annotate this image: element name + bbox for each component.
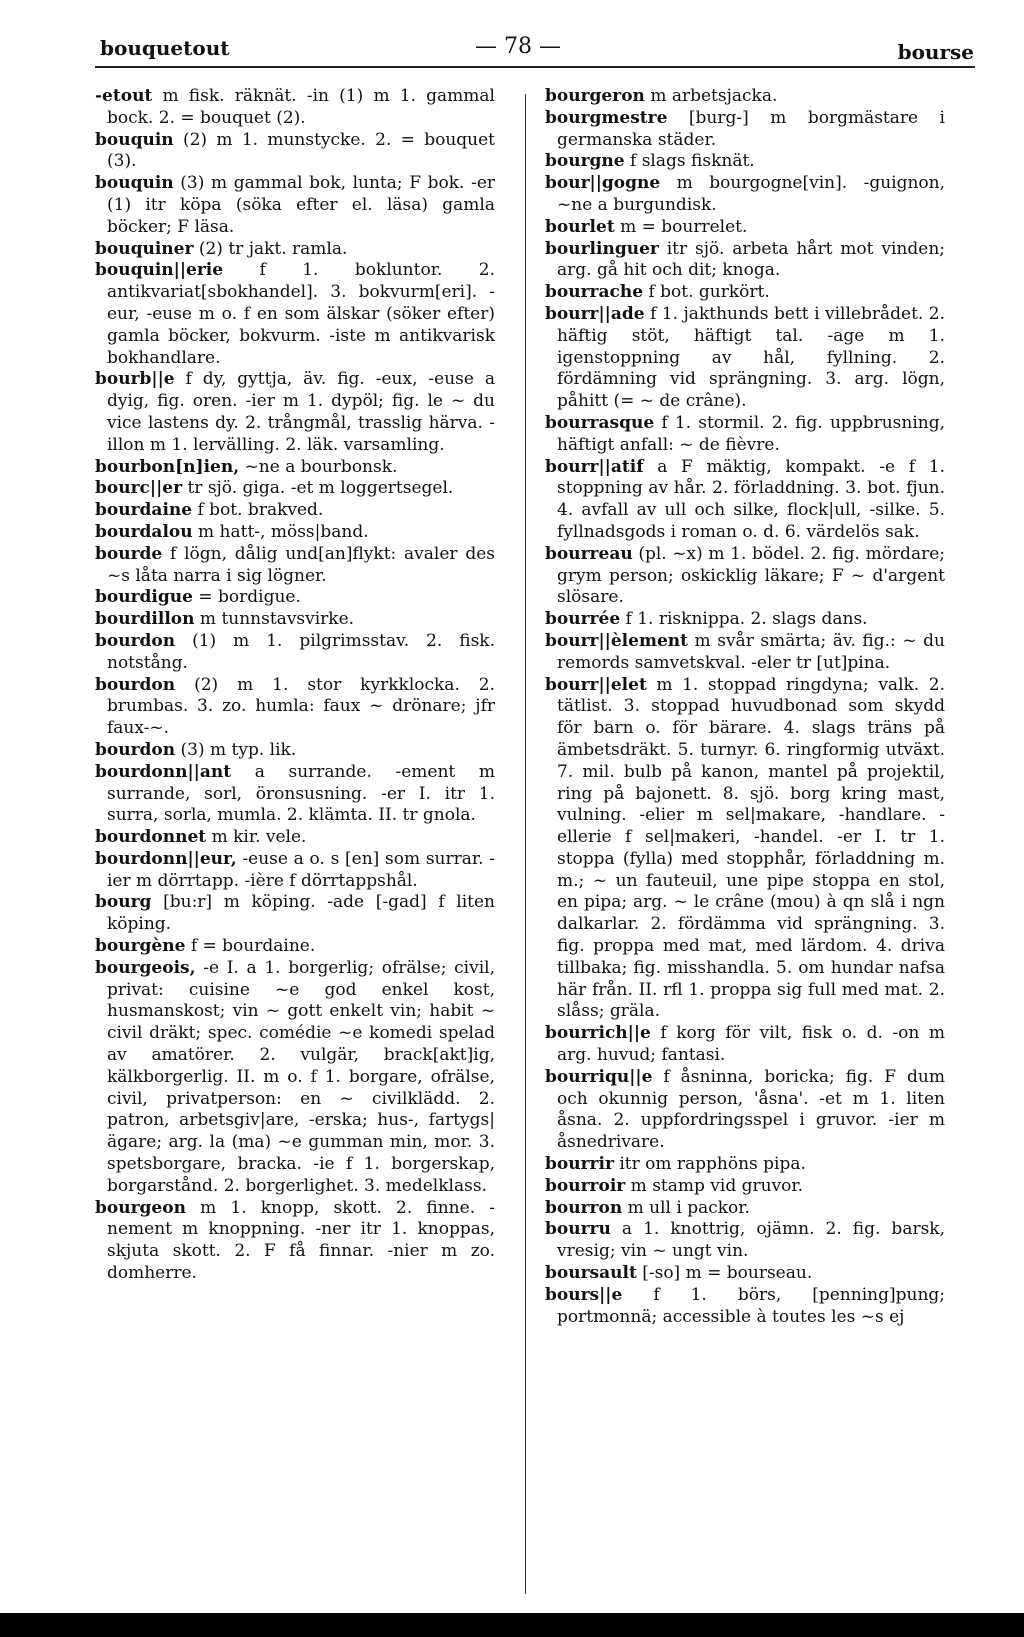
definition: m ull i packor. (627, 1197, 750, 1218)
dictionary-entry (545, 1154, 945, 1176)
headword: bourrich||e (545, 1023, 651, 1044)
definition: f bot. brakved. (197, 500, 324, 521)
headword: bourgeron (545, 86, 645, 106)
scan-edge (0, 1613, 1024, 1637)
dictionary-entry (545, 413, 945, 457)
headword: bourr||ade (545, 303, 645, 324)
definition: [burg-] m borgmästare i germanska städer. (557, 107, 945, 150)
dictionary-entry (545, 1219, 945, 1263)
dictionary-entry (545, 239, 945, 283)
definition: m 1. stoppad ringdyna; valk. 2. tätlist. 3. stoppad huvudbonad som skydd för barn o. för bärare. 4. slags träns på ämbetsdräkt. 5. turnyr. 6. ringformig utväxt. 7. mil. bulb på kanon, mantel på projektil, ring på bajonett. 8. sjö. borg kring mast, vulning. -elier m sel|makare, -handlare. -ellerie f sel|makeri, -handel. -er I. tr 1. stoppa (fylla) med stopphår, förladdning m. m.; ~ un fauteuil, une pipe stoppa en stol, en pipa; arg. ~ le crâne (mou) à qn slå i ngn dalkarlar. 2. fördämma vid sprängning. 3. fig. proppa med mat, med lärdom. 4. driva tillbaka; fig. misshandla. 5. om hundar nafsa här från. II. rfl 1. proppa sig full med mat. 2. slåss; gräla. (557, 674, 946, 1022)
definition: ~ne a bourbonsk. (244, 456, 398, 477)
headword: bourg (95, 892, 152, 913)
header-right-guideword: bourse (897, 40, 974, 64)
definition: (3) m typ. lik. (180, 739, 297, 760)
dictionary-entry (545, 1263, 945, 1285)
headword: bourgène (95, 936, 186, 957)
definition: -euse a o. s [en] som surrar. -ier m dörrtapp. -ière f dörrtappshål. (107, 848, 496, 891)
definition: m tunnstavsvirke. (199, 609, 355, 630)
right-column (545, 86, 945, 1328)
definition: m 1. knopp, skott. 2. finne. -nement m knoppning. -ner itr 1. knoppas, skjuta skott. 2. F få finnar. -nier m zo. domherre. (107, 1197, 495, 1284)
dictionary-entry (545, 609, 945, 631)
headword: bourgeon (95, 1197, 186, 1218)
dictionary-entry (545, 217, 945, 239)
headword: bourdonn||eur, (95, 848, 237, 869)
dictionary-entry (95, 675, 495, 740)
definition: m = bourrelet. (620, 216, 748, 237)
headword: bouquin (95, 129, 174, 150)
dictionary-entry (95, 849, 495, 893)
definition: a surrande. -ement m surrande, sorl, öronsusning. -er I. itr 1. surra, sorla, mumla. 2. klämta. II. tr gnola. (107, 761, 496, 826)
dictionary-entry (95, 936, 495, 958)
headword: bourr||èlement (545, 630, 688, 651)
headword: bourdaine (95, 500, 193, 521)
dictionary-entry (545, 86, 945, 108)
dictionary-entry (545, 108, 945, 152)
headword: bourrée (545, 609, 621, 630)
dictionary-entry (545, 304, 945, 413)
dictionary-entry (95, 260, 495, 369)
dictionary-entry (95, 457, 495, 479)
headword: bourdillon (95, 609, 195, 630)
dictionary-entry (95, 631, 495, 675)
dictionary-entry (95, 478, 495, 500)
definition: f slags fisknät. (630, 151, 755, 172)
left-column (95, 86, 495, 1285)
definition: f korg för vilt, fisk o. d. -on m arg. huvud; fantasi. (557, 1023, 945, 1066)
definition: m hatt-, möss|band. (198, 521, 369, 542)
definition: f 1. risknippa. 2. slags dans. (625, 609, 868, 630)
definition: a 1. knottrig, ojämn. 2. fig. barsk, vresig; vin ~ ungt vin. (557, 1219, 946, 1262)
definition: = bordigue. (198, 587, 301, 608)
definition: f åsninna, boricka; fig. F dum och okunnig person, 'åsna'. -et m 1. liten åsna. 2. uppfordringsspel i gruvor. -ier m åsnedrivare. (557, 1066, 945, 1153)
definition: (1) m 1. pilgrimsstav. 2. fisk. notstång. (107, 630, 496, 673)
headword: bours||e (545, 1284, 623, 1305)
definition: (2) tr jakt. ramla. (198, 238, 348, 259)
definition: f = bourdaine. (190, 936, 316, 957)
definition: f 1. bokluntor. 2. antikvariat[sbokhandel]. 3. bokvurm[eri]. -eur, -euse m o. f en som älskar (söker efter) gamla böcker, bokvurm. -iste m antikvarisk bokhandlare. (107, 260, 495, 368)
dictionary-entry (95, 740, 495, 762)
headword: bouquiner (95, 238, 194, 259)
dictionary-entry (95, 958, 495, 1198)
definition: (pl. ~x) m 1. bödel. 2. fig. mördare; grym person; oskicklig läkare; F ~ d'argent slösare. (557, 543, 945, 608)
headword: bouquin||erie (95, 260, 224, 281)
dictionary-entry (95, 173, 495, 238)
definition: a F mäktig, kompakt. -e f 1. stoppning av hår. 2. förladdning. 3. bot. fjun. 4. avfall av ull och silke, flock|ull, -silke. 5. fyllnadsgods i roman o. d. 6. värdelös sak. (557, 456, 945, 542)
definition: f 1. jakthunds bett i villebrådet. 2. häftig stöt, häftigt tal. -age m 1. igenstoppning av hål, fyllning. 2. fördämning vid sprängning. 3. arg. lögn, påhitt (= ~ de crâne). (557, 303, 945, 412)
definition: itr om rapphöns pipa. (619, 1154, 806, 1175)
definition: tr sjö. giga. -et m loggertsegel. (187, 478, 454, 499)
definition: f 1. börs, [penning]pung; portmonnä; accessible à toutes les ~s ej (557, 1284, 945, 1327)
headword: bourdonn||ant (95, 761, 232, 782)
definition: [-so] m = bourseau. (642, 1263, 813, 1284)
headword: bouquin (95, 173, 174, 194)
headword: -etout (95, 86, 153, 106)
dictionary-entry (95, 130, 495, 174)
dictionary-entry (545, 544, 945, 609)
definition: m bourgogne[vin]. -guignon, ~ne a burgundisk. (557, 173, 946, 215)
headword: bourbon[n]ien, (95, 456, 240, 477)
headword: bourron (545, 1197, 623, 1218)
dictionary-entry (545, 1285, 945, 1329)
dictionary-entry (95, 544, 495, 588)
headword: bourb||e (95, 369, 175, 390)
definition: m kir. vele. (211, 827, 307, 848)
dictionary-entry (545, 173, 945, 217)
definition: f bot. gurkört. (648, 282, 770, 303)
dictionary-entry (545, 457, 945, 544)
headword: bourc||er (95, 478, 183, 499)
headword: bourdon (95, 739, 176, 760)
definition: m svår smärta; äv. fig.: ~ du remords samvetskval. -eler tr [ut]pina. (557, 630, 945, 673)
definition: (2) m 1. munstycke. 2. = bouquet (3). (107, 129, 496, 172)
dictionary-entry (95, 369, 495, 456)
definition: [bu:r] m köping. -ade [-gad] f liten köping. (107, 892, 495, 935)
headword: bourgmestre (545, 107, 668, 128)
headword: bourdonnet (95, 827, 207, 848)
header-left-guideword: bouquetout (100, 36, 230, 60)
dictionary-entry (545, 1198, 945, 1220)
headword: bour||gogne (545, 173, 661, 194)
dictionary-entry (95, 892, 495, 936)
headword: boursault (545, 1263, 637, 1284)
dictionary-entry (545, 282, 945, 304)
dictionary-entry (95, 609, 495, 631)
dictionary-entry (545, 151, 945, 173)
dictionary-entry (545, 675, 945, 1024)
headword: bourdigue (95, 587, 193, 608)
page-header (0, 0, 1024, 80)
dictionary-entry (95, 1198, 495, 1285)
definition: (2) m 1. stor kyrkklocka. 2. brumbas. 3. zo. humla: faux ~ drönare; jfr faux-~. (107, 674, 496, 739)
dictionary-entry (545, 1023, 945, 1067)
headword: bourlinguer (545, 238, 659, 259)
dictionary-entry (545, 1176, 945, 1198)
headword: bourrir (545, 1154, 614, 1175)
headword: bourroir (545, 1175, 626, 1196)
headword: bourde (95, 543, 163, 564)
page-number: — 78 — (475, 34, 561, 59)
dictionary-entry (95, 587, 495, 609)
headword: bourrasque (545, 412, 655, 433)
definition: m stamp vid gruvor. (630, 1175, 804, 1196)
headword: bourr||atif (545, 456, 644, 477)
dictionary-entry (95, 827, 495, 849)
definition: f lögn, dålig und[an]flykt: avaler des ~s låta narra i sig lögner. (107, 543, 495, 586)
dictionary-entry (545, 631, 945, 675)
dictionary-entry (545, 1067, 945, 1154)
headword: bourdon (95, 674, 176, 695)
definition: m fisk. räknät. -in (1) m 1. gammal bock. 2. = bouquet (2). (107, 86, 495, 128)
headword: bourlet (545, 216, 615, 237)
headword: bourr||elet (545, 674, 647, 695)
dictionary-entry (95, 239, 495, 261)
definition: f dy, gyttja, äv. fig. -eux, -euse a dyig, fig. oren. -ier m 1. dypöl; fig. le ~ du vice lastens dy. 2. trångmål, trasslig härva. -illon m 1. lervälling. 2. läk. varsamling. (107, 369, 495, 455)
headword: bourreau (545, 543, 633, 564)
dictionary-entry (95, 86, 495, 130)
header-rule (95, 66, 975, 68)
headword: bourrache (545, 282, 644, 303)
dictionary-entry (95, 522, 495, 544)
headword: bourdalou (95, 521, 193, 542)
headword: bourriqu||e (545, 1066, 653, 1087)
definition: f 1. stormil. 2. fig. uppbrusning, häftigt anfall: ~ de fièvre. (557, 412, 945, 455)
headword: bourgeois, (95, 957, 196, 978)
definition: m arbetsjacka. (650, 86, 778, 106)
definition: -e I. a 1. borgerlig; ofrälse; civil, privat: cuisine ~e god enkel kost, husmanskost; vin ~ gott enkelt vin; habit ~ civil dräkt; spec. comédie ~e komedi spelad av amatörer. 2. vulgär, brack[akt]ig, kälkborgerlig. II. m o. f 1. borgare, ofrälse, civil, privatperson: en ~ civilklädd. 2. patron, arbetsgiv|are, -erska; hus-, fartygs|ägare; arg. la (ma) ~e gumman min, mor. 3. spetsborgare, bracka. -ie f 1. borgerskap, borgarstånd. 2. borgerlighet. 3. medelklass. (107, 957, 495, 1196)
definition: itr sjö. arbeta hårt mot vinden; arg. gå hit och dit; knoga. (557, 238, 945, 281)
column-divider (525, 94, 526, 1594)
definition: (3) m gammal bok, lunta; F bok. -er (1) itr köpa (söka efter el. läsa) gamla böcker; F läsa. (107, 173, 496, 237)
dictionary-entry (95, 500, 495, 522)
dictionary-entry (95, 762, 495, 827)
headword: bourru (545, 1219, 611, 1240)
headword: bourdon (95, 630, 176, 651)
headword: bourgne (545, 151, 625, 172)
